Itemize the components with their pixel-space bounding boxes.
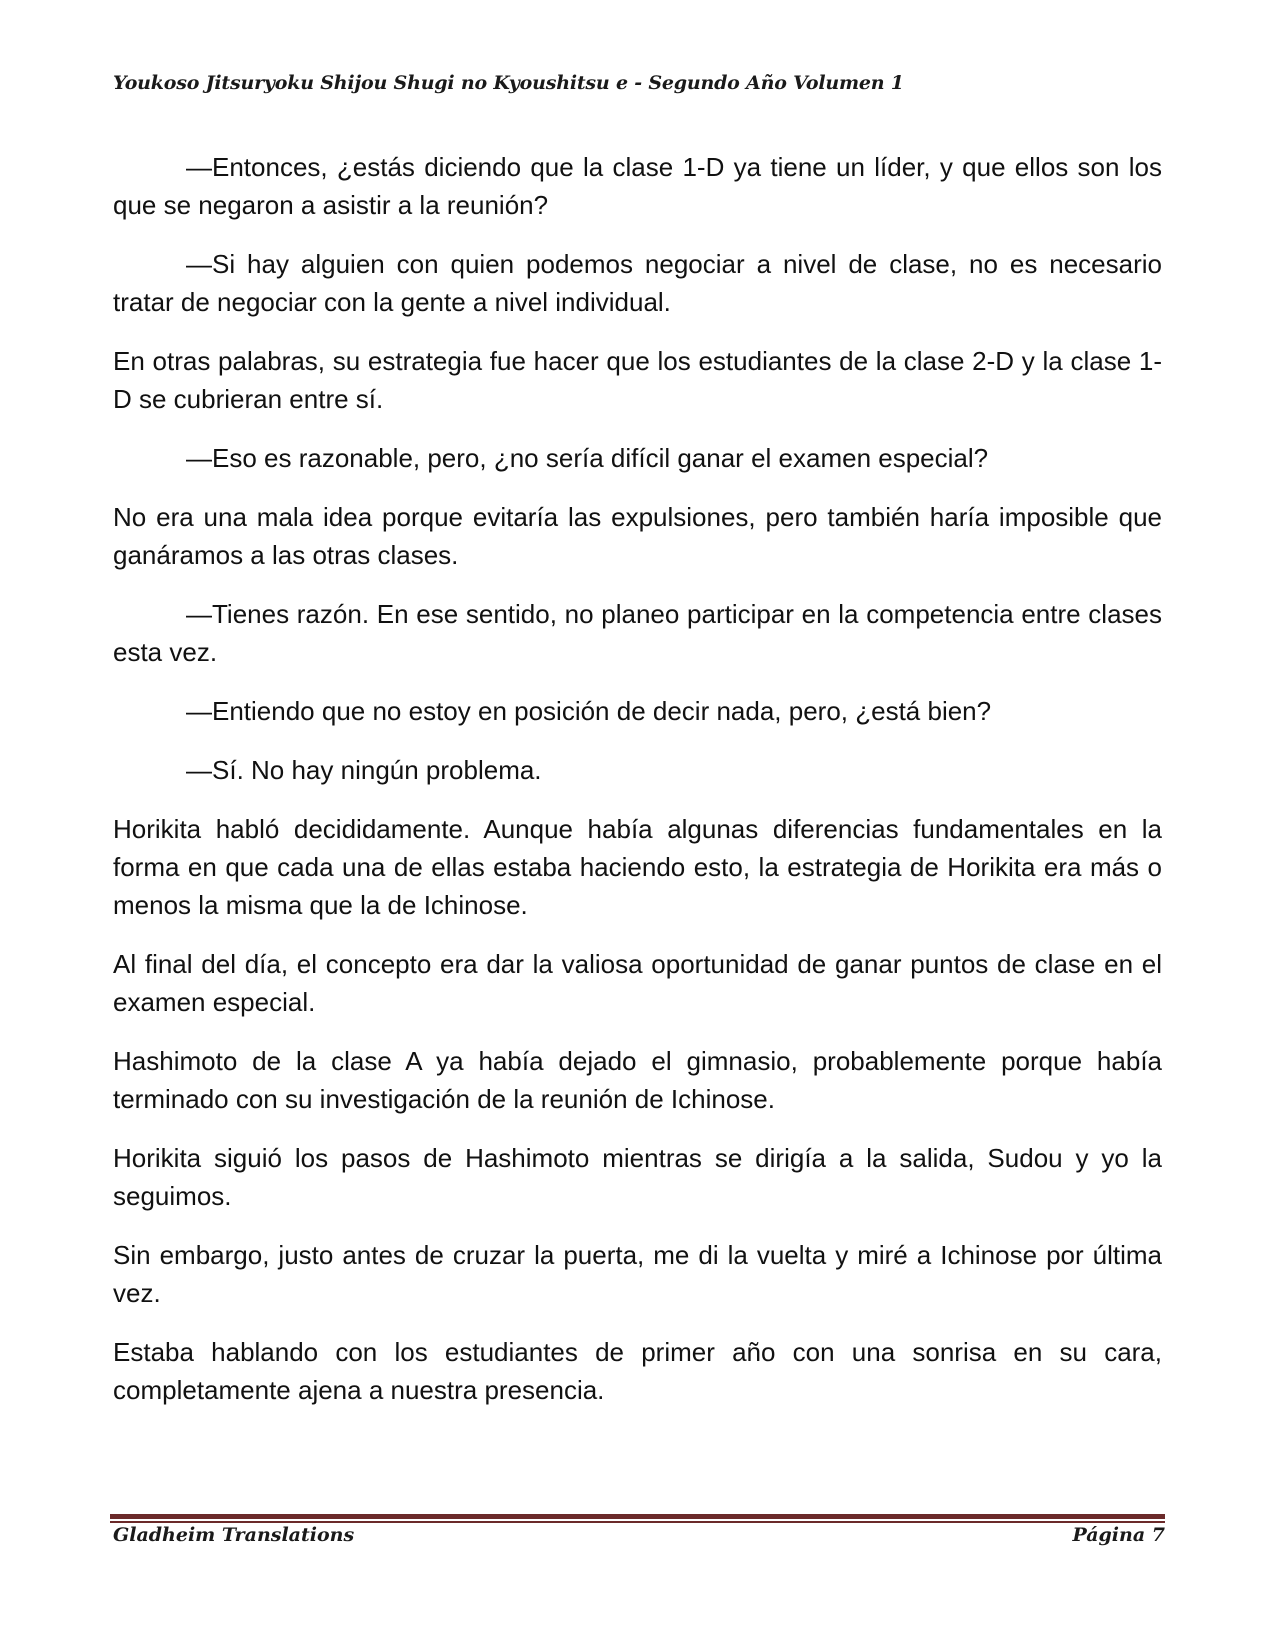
footer-divider: [110, 1514, 1165, 1523]
paragraph: —Entonces, ¿estás diciendo que la clase 1-D ya tiene un líder, y que ellos son los que se negaron a asistir a la reunión?: [113, 152, 1162, 220]
paragraph: Estaba hablando con los estudiantes de primer año con una sonrisa en su cara, completamente ajena a nuestra presencia.: [113, 1337, 1162, 1405]
paragraph: —Sí. No hay ningún problema.: [186, 755, 542, 785]
footer-publisher: Gladheim Translations: [113, 1524, 355, 1546]
paragraph: Sin embargo, justo antes de cruzar la puerta, me di la vuelta y miré a Ichinose por última vez.: [113, 1240, 1162, 1308]
body-text: [113, 148, 1162, 1430]
paragraph: —Entiendo que no estoy en posición de decir nada, pero, ¿está bien?: [186, 696, 992, 726]
footer-divider-thin: [110, 1521, 1165, 1523]
paragraph: Hashimoto de la clase A ya había dejado el gimnasio, probablemente porque había terminado con su investigación de la reunión de Ichinose.: [113, 1046, 1162, 1114]
paragraph: —Tienes razón. En ese sentido, no planeo participar en la competencia entre clases esta vez.: [113, 599, 1162, 667]
paragraph: Horikita habló decididamente. Aunque había algunas diferencias fundamentales en la forma en que cada una de ellas estaba haciendo esto, la estrategia de Horikita era más o menos la misma que la de Ichinose.: [113, 814, 1162, 920]
paragraph: No era una mala idea porque evitaría las expulsiones, pero también haría imposible que ganáramos a las otras clases.: [113, 502, 1162, 570]
footer-page-number: Página 7: [1072, 1524, 1165, 1546]
paragraph: En otras palabras, su estrategia fue hacer que los estudiantes de la clase 2-D y la clase 1-D se cubrieran entre sí.: [113, 346, 1162, 414]
page-header-title: Youkoso Jitsuryoku Shijou Shugi no Kyoushitsu e - Segundo Año Volumen 1: [113, 72, 904, 94]
paragraph: Horikita siguió los pasos de Hashimoto mientras se dirigía a la salida, Sudou y yo la seguimos.: [113, 1143, 1162, 1211]
footer-divider-thick: [110, 1514, 1165, 1519]
paragraph: Al final del día, el concepto era dar la valiosa oportunidad de ganar puntos de clase en el examen especial.: [113, 949, 1162, 1017]
paragraph: —Si hay alguien con quien podemos negociar a nivel de clase, no es necesario tratar de negociar con la gente a nivel individual.: [113, 249, 1162, 317]
paragraph: —Eso es razonable, pero, ¿no sería difícil ganar el examen especial?: [186, 443, 989, 473]
